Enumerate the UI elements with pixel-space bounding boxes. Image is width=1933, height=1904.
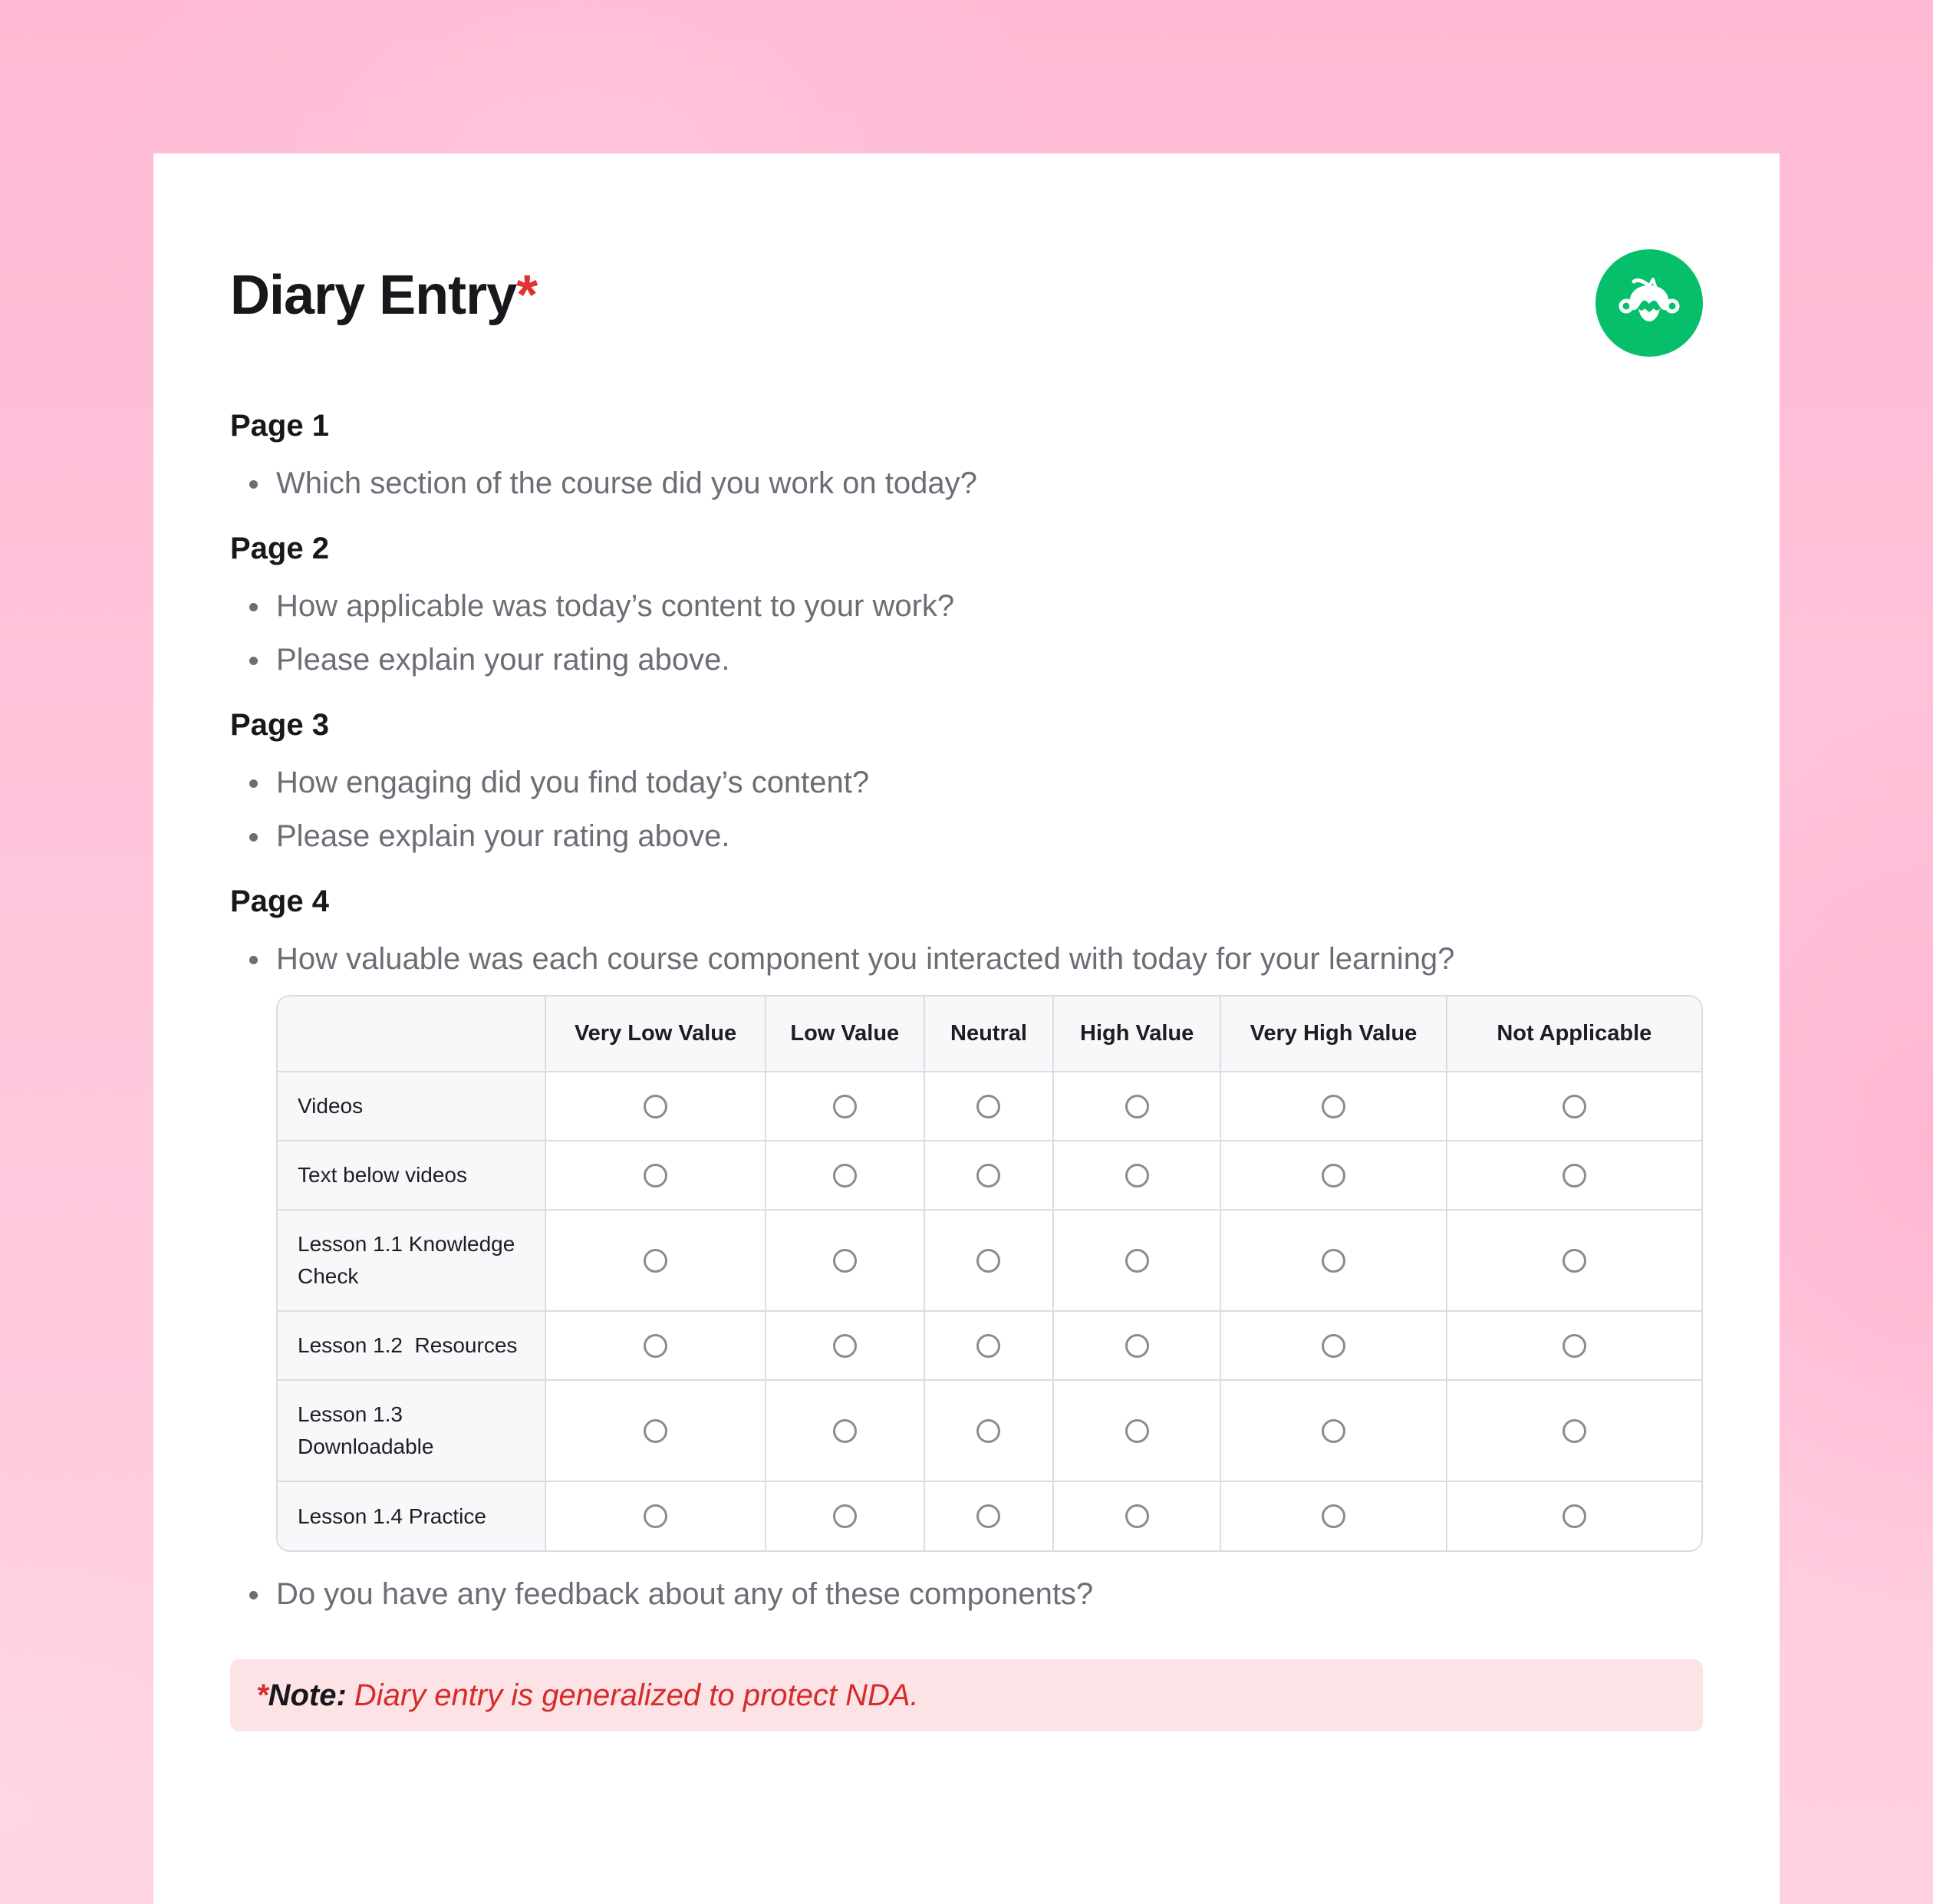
radio-button[interactable] bbox=[1563, 1419, 1586, 1443]
survey-outline bbox=[230, 403, 1703, 1731]
radio-button[interactable] bbox=[1125, 1095, 1149, 1118]
row-label: Lesson 1.4 Practice bbox=[278, 1481, 545, 1550]
nda-note bbox=[230, 1659, 1703, 1731]
radio-button[interactable] bbox=[976, 1334, 1000, 1358]
radio-button[interactable] bbox=[976, 1249, 1000, 1273]
column-header: Low Value bbox=[766, 996, 924, 1072]
row-label: Videos bbox=[278, 1072, 545, 1141]
note-label: Note: bbox=[268, 1678, 347, 1712]
matrix-cell bbox=[545, 1210, 765, 1311]
radio-button[interactable] bbox=[644, 1419, 667, 1443]
matrix-row bbox=[278, 1141, 1701, 1210]
radio-button[interactable] bbox=[1322, 1095, 1345, 1118]
radio-button[interactable] bbox=[1125, 1334, 1149, 1358]
question-item: How engaging did you find today’s content? bbox=[230, 756, 1703, 809]
row-label: Text below videos bbox=[278, 1141, 545, 1210]
section-page-4 bbox=[230, 878, 1703, 1621]
matrix-cell bbox=[1053, 1210, 1220, 1311]
radio-button[interactable] bbox=[1322, 1334, 1345, 1358]
matrix-cell bbox=[1447, 1380, 1701, 1481]
radio-button[interactable] bbox=[976, 1419, 1000, 1443]
matrix-cell bbox=[1053, 1141, 1220, 1210]
section-page-1 bbox=[230, 403, 1703, 510]
matrix-row bbox=[278, 1210, 1701, 1311]
matrix-cell bbox=[766, 1481, 924, 1550]
question-item: Which section of the course did you work on today? bbox=[230, 456, 1703, 510]
radio-button[interactable] bbox=[644, 1249, 667, 1273]
matrix-cell bbox=[1053, 1380, 1220, 1481]
question-item: Please explain your rating above. bbox=[230, 809, 1703, 863]
matrix-cell bbox=[924, 1141, 1053, 1210]
radio-button[interactable] bbox=[833, 1249, 857, 1273]
matrix-cell bbox=[1053, 1481, 1220, 1550]
matrix-cell bbox=[766, 1141, 924, 1210]
column-header: Very High Value bbox=[1220, 996, 1446, 1072]
radio-button[interactable] bbox=[976, 1504, 1000, 1528]
radio-button[interactable] bbox=[833, 1334, 857, 1358]
matrix-cell bbox=[1447, 1210, 1701, 1311]
matrix-cell bbox=[1447, 1481, 1701, 1550]
matrix-cell bbox=[545, 1141, 765, 1210]
page-title-text: Diary Entry bbox=[230, 265, 517, 326]
matrix-cell bbox=[1220, 1311, 1446, 1380]
row-label: Lesson 1.3 Downloadable bbox=[278, 1380, 545, 1481]
matrix-cell bbox=[766, 1380, 924, 1481]
matrix-row bbox=[278, 1481, 1701, 1550]
question-item: Do you have any feedback about any of these components? bbox=[230, 1567, 1703, 1621]
radio-button[interactable] bbox=[644, 1334, 667, 1358]
question-item: How valuable was each course component you interacted with today for your learning? bbox=[230, 932, 1703, 986]
matrix-cell bbox=[1220, 1210, 1446, 1311]
radio-button[interactable] bbox=[1563, 1504, 1586, 1528]
radio-button[interactable] bbox=[1125, 1164, 1149, 1188]
radio-button[interactable] bbox=[1563, 1095, 1586, 1118]
question-list bbox=[230, 756, 1703, 863]
header bbox=[230, 249, 1703, 357]
matrix-cell bbox=[1220, 1072, 1446, 1141]
matrix-cell bbox=[766, 1210, 924, 1311]
matrix-header-row bbox=[278, 996, 1701, 1072]
section-heading: Page 2 bbox=[230, 532, 329, 565]
question-item: How applicable was today’s content to your work? bbox=[230, 579, 1703, 633]
matrix-cell bbox=[545, 1380, 765, 1481]
radio-button[interactable] bbox=[1125, 1419, 1149, 1443]
section-heading: Page 1 bbox=[230, 409, 329, 443]
matrix-row bbox=[278, 1311, 1701, 1380]
matrix-cell bbox=[1220, 1481, 1446, 1550]
matrix-cell bbox=[545, 1481, 765, 1550]
radio-button[interactable] bbox=[833, 1419, 857, 1443]
radio-button[interactable] bbox=[1322, 1504, 1345, 1528]
matrix-cell bbox=[924, 1481, 1053, 1550]
section-page-2 bbox=[230, 525, 1703, 687]
question-list bbox=[230, 456, 1703, 510]
radio-button[interactable] bbox=[1563, 1164, 1586, 1188]
section-page-3 bbox=[230, 702, 1703, 863]
question-list bbox=[230, 932, 1703, 986]
monkey-icon bbox=[1617, 271, 1681, 335]
radio-button[interactable] bbox=[833, 1504, 857, 1528]
matrix-row bbox=[278, 1072, 1701, 1141]
matrix-corner-cell bbox=[278, 996, 545, 1072]
question-list bbox=[230, 579, 1703, 687]
matrix-cell bbox=[1447, 1311, 1701, 1380]
note-text: Diary entry is generalized to protect NDA. bbox=[354, 1678, 919, 1712]
rating-matrix bbox=[276, 995, 1703, 1552]
row-label: Lesson 1.1 Knowledge Check bbox=[278, 1210, 545, 1311]
matrix-cell bbox=[1220, 1380, 1446, 1481]
question-list bbox=[230, 1567, 1703, 1621]
matrix-cell bbox=[1053, 1072, 1220, 1141]
required-marker: * bbox=[516, 265, 538, 326]
radio-button[interactable] bbox=[1322, 1249, 1345, 1273]
matrix-cell bbox=[766, 1311, 924, 1380]
radio-button[interactable] bbox=[833, 1164, 857, 1188]
matrix-cell bbox=[1053, 1311, 1220, 1380]
question-item: Please explain your rating above. bbox=[230, 633, 1703, 687]
matrix-cell bbox=[545, 1311, 765, 1380]
radio-button[interactable] bbox=[1125, 1504, 1149, 1528]
radio-button[interactable] bbox=[833, 1095, 857, 1118]
column-header: Neutral bbox=[924, 996, 1053, 1072]
note-asterisk: * bbox=[256, 1678, 268, 1712]
matrix-cell bbox=[1447, 1141, 1701, 1210]
diary-entry-card bbox=[153, 153, 1780, 1904]
radio-button[interactable] bbox=[1125, 1249, 1149, 1273]
column-header: Very Low Value bbox=[545, 996, 765, 1072]
matrix-row bbox=[278, 1380, 1701, 1481]
radio-button[interactable] bbox=[1563, 1249, 1586, 1273]
column-header: High Value bbox=[1053, 996, 1220, 1072]
matrix-cell bbox=[924, 1380, 1053, 1481]
surveymonkey-logo-icon bbox=[1595, 249, 1703, 357]
row-label: Lesson 1.2 Resources bbox=[278, 1311, 545, 1380]
radio-button[interactable] bbox=[644, 1164, 667, 1188]
matrix-cell bbox=[1447, 1072, 1701, 1141]
section-heading: Page 3 bbox=[230, 708, 329, 742]
radio-button[interactable] bbox=[1322, 1419, 1345, 1443]
matrix-cell bbox=[924, 1311, 1053, 1380]
radio-button[interactable] bbox=[976, 1095, 1000, 1118]
section-heading: Page 4 bbox=[230, 884, 329, 918]
radio-button[interactable] bbox=[976, 1164, 1000, 1188]
rating-matrix-table bbox=[278, 996, 1701, 1550]
radio-button[interactable] bbox=[1563, 1334, 1586, 1358]
column-header: Not Applicable bbox=[1447, 996, 1701, 1072]
matrix-cell bbox=[924, 1072, 1053, 1141]
radio-button[interactable] bbox=[1322, 1164, 1345, 1188]
matrix-cell bbox=[1220, 1141, 1446, 1210]
matrix-cell bbox=[766, 1072, 924, 1141]
radio-button[interactable] bbox=[644, 1504, 667, 1528]
radio-button[interactable] bbox=[644, 1095, 667, 1118]
matrix-cell bbox=[545, 1072, 765, 1141]
matrix-cell bbox=[924, 1210, 1053, 1311]
page-title bbox=[230, 249, 537, 341]
